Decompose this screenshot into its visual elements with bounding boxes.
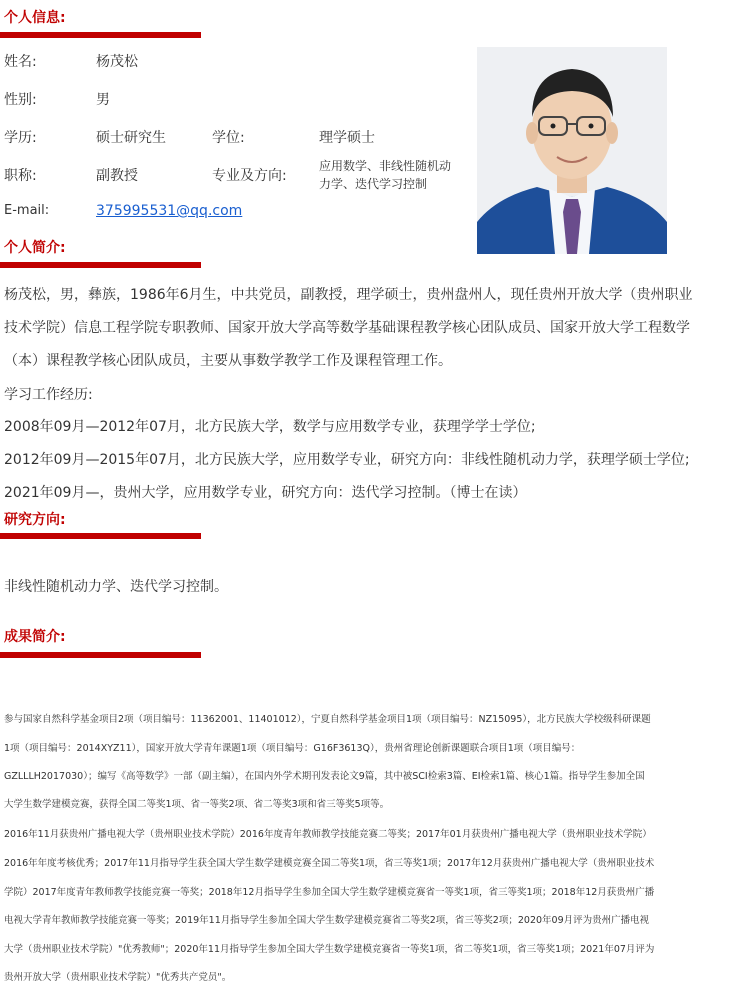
major-label: 专业及方向: (212, 168, 287, 184)
major-value-line2: 力学、迭代学习控制 (319, 177, 428, 191)
achievement-line: 电视大学青年教师教学技能竞赛一等奖；2019年11月指导学生参加全国大学生数学建模竞赛省二等奖2项，省三等奖2项；2020年09月评为贵州广播电视 (4, 915, 650, 926)
rank-value: 副教授 (96, 168, 138, 184)
history-item: 2012年09月—2015年07月，北方民族大学，应用数学专业，研究方向：非线性随机动力学，获理学硕士学位; (4, 452, 690, 468)
section-underline (0, 533, 201, 539)
name-value: 杨茂松 (96, 54, 138, 70)
rank-label: 职称: (4, 168, 37, 184)
education-label: 学历: (4, 130, 37, 146)
achievement-line: 2016年年度考核优秀；2017年11月指导学生获全国大学生数学建模竞赛全国二等奖1项，省三等奖1项；2017年12月获贵州广播电视大学（贵州职业技术 (4, 858, 655, 869)
achievement-line: 参与国家自然科学基金项目2项（项目编号：11362001、11401012），宁夏自然科学基金项目1项（项目编号：NZ15095），北方民族大学校级科研课题 (4, 714, 651, 725)
profile-title: 个人简介: (4, 240, 66, 256)
portrait-icon (477, 47, 667, 254)
profile-line: （本）课程教学核心团队成员，主要从事数学教学工作及课程管理工作。 (4, 353, 452, 369)
section-underline (0, 262, 201, 268)
achievement-line: 学院）2017年度青年教师教学技能竞赛一等奖；2018年12月指导学生参加全国大学生数学建模竞赛省一等奖1项，省三等奖1项；2018年12月获贵州广播 (4, 887, 655, 898)
achievement-line: 贵州开放大学（贵州职业技术学院）"优秀共产党员"。 (4, 972, 232, 983)
achievement-line: GZLLLH2017030）；编写《高等数学》一部（副主编），在国内外学术期刊发表论文9篇，其中被SCI检索3篇、EI检索1篇、核心1篇。指导学生参加全国 (4, 771, 645, 782)
achievements-title: 成果简介: (4, 629, 66, 645)
history-item: 2021年09月—，贵州大学，应用数学专业，研究方向：迭代学习控制。（博士在读） (4, 485, 527, 501)
history-item: 2008年09月—2012年07月，北方民族大学，数学与应用数学专业，获理学学士学位; (4, 419, 536, 435)
section-underline (0, 32, 201, 38)
name-label: 姓名: (4, 54, 37, 70)
achievement-line: 大学（贵州职业技术学院）"优秀教师"；2020年11月指导学生参加全国大学生数学建模竞赛省一等奖1项，省二等奖1项，省三等奖1项；2021年07月评为 (4, 944, 655, 955)
degree-value: 理学硕士 (319, 130, 375, 146)
research-text: 非线性随机动力学、迭代学习控制。 (4, 579, 228, 595)
section-underline (0, 652, 201, 658)
gender-value: 男 (96, 92, 110, 108)
email-label: E-mail: (4, 203, 50, 218)
profile-line: 杨茂松，男，彝族，1986年6月生，中共党员，副教授，理学硕士，贵州盘州人，现任贵州开放大学（贵州职业 (4, 287, 693, 303)
education-value: 硕士研究生 (96, 130, 166, 146)
personal-info-title: 个人信息: (4, 10, 66, 26)
degree-label: 学位: (212, 130, 245, 146)
major-value-line1: 应用数学、非线性随机动 (319, 159, 452, 173)
profile-line: 技术学院）信息工程学院专职教师、国家开放大学高等数学基础课程教学核心团队成员、国家开放大学工程数学 (4, 320, 690, 336)
email-link[interactable]: 375995531@qq.com (96, 203, 243, 219)
history-title: 学习工作经历: (4, 387, 93, 403)
achievement-line: 2016年11月获贵州广播电视大学（贵州职业技术学院）2016年度青年教师教学技能竞赛二等奖；2017年01月获贵州广播电视大学（贵州职业技术学院） (4, 829, 652, 840)
gender-label: 性别: (4, 92, 37, 108)
research-title: 研究方向: (4, 512, 66, 528)
portrait-photo (477, 47, 667, 254)
achievement-line: 大学生数学建模竞赛，获得全国二等奖1项、省一等奖2项、省二等奖3项和省三等奖5项等。 (4, 799, 390, 810)
achievement-line: 1项（项目编号：2014XYZ11），国家开放大学青年课题1项（项目编号：G16F3613Q），贵州省理论创新课题联合项目1项（项目编号： (4, 743, 581, 754)
